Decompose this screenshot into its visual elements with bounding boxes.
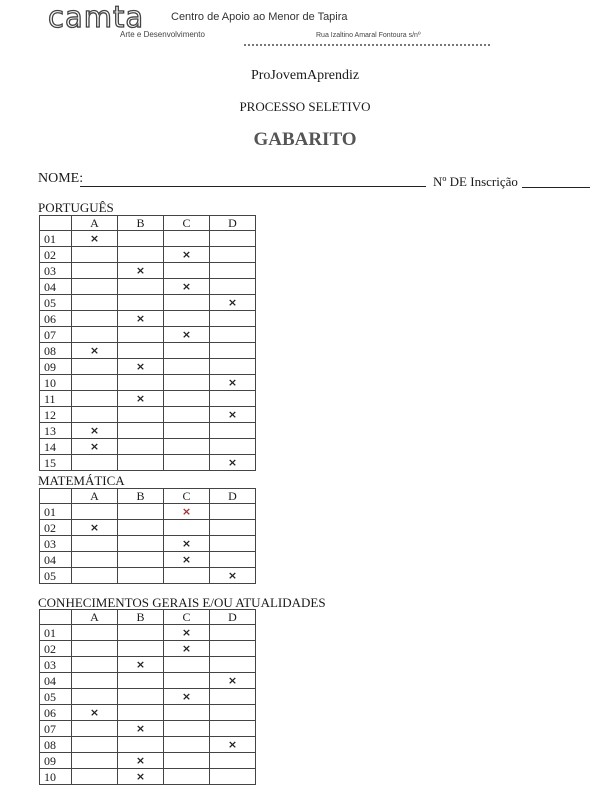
table-row [40, 311, 256, 327]
table-row [40, 625, 256, 641]
answer-cell-c [164, 552, 210, 568]
answer-cell-b [118, 439, 164, 455]
table-row [40, 769, 256, 785]
column-header-a: A [72, 489, 118, 504]
answer-cell-b [118, 231, 164, 247]
header-corner [40, 489, 72, 504]
answer-cell-a [72, 231, 118, 247]
question-number: 06 [40, 705, 72, 721]
answer-mark-icon: × [135, 312, 146, 325]
answer-cell-b [118, 769, 164, 785]
answer-cell-a [72, 769, 118, 785]
process-title: PROCESSO SELETIVO [239, 99, 371, 114]
answer-cell-a [72, 407, 118, 423]
column-header-c: C [164, 216, 210, 231]
answer-cell-a [72, 536, 118, 552]
table-row [40, 753, 256, 769]
question-number: 05 [40, 689, 72, 705]
answer-cell-d [210, 375, 256, 391]
table-row [40, 375, 256, 391]
answer-cell-a [72, 311, 118, 327]
answer-cell-c [164, 359, 210, 375]
answer-cell-c [164, 231, 210, 247]
column-header-d: D [210, 216, 256, 231]
table-row [40, 439, 256, 455]
answer-cell-b [118, 279, 164, 295]
org-subtitle: Arte e Desenvolvimento [120, 30, 205, 39]
table-row [40, 536, 256, 552]
table-row [40, 552, 256, 568]
answer-mark-icon: × [181, 690, 192, 703]
table-row [40, 391, 256, 407]
answer-table-portugues [39, 215, 256, 471]
answer-cell-a [72, 753, 118, 769]
answer-cell-a [72, 504, 118, 520]
answer-cell-d [210, 641, 256, 657]
page-title: GABARITO [253, 129, 357, 150]
question-number: 14 [40, 439, 72, 455]
question-number: 05 [40, 295, 72, 311]
question-number: 04 [40, 279, 72, 295]
answer-mark-icon: × [181, 280, 192, 293]
column-header-a: A [72, 216, 118, 231]
question-number: 01 [40, 504, 72, 520]
table-row [40, 423, 256, 439]
question-number: 09 [40, 753, 72, 769]
answer-cell-d [210, 552, 256, 568]
answer-cell-d [210, 263, 256, 279]
question-number: 15 [40, 455, 72, 471]
column-header-b: B [118, 216, 164, 231]
table-header-row [40, 489, 256, 504]
answer-cell-a [72, 455, 118, 471]
answer-mark-icon: × [181, 626, 192, 639]
section-title-matematica: MATEMÁTICA [38, 473, 125, 488]
answer-cell-b [118, 407, 164, 423]
answer-mark-icon: × [89, 706, 100, 719]
answer-cell-a [72, 721, 118, 737]
table-header-row [40, 216, 256, 231]
answer-cell-a [72, 673, 118, 689]
answer-cell-c [164, 568, 210, 584]
answer-cell-d [210, 327, 256, 343]
answer-cell-d [210, 536, 256, 552]
question-number: 09 [40, 359, 72, 375]
answer-cell-c [164, 263, 210, 279]
column-header-d: D [210, 489, 256, 504]
header-corner [40, 216, 72, 231]
table-header-row [40, 610, 256, 625]
answer-cell-a [72, 641, 118, 657]
answer-cell-d [210, 568, 256, 584]
answer-cell-d [210, 721, 256, 737]
answer-cell-c [164, 423, 210, 439]
answer-cell-c [164, 689, 210, 705]
answer-mark-icon: × [181, 248, 192, 261]
answer-cell-a [72, 327, 118, 343]
table-row [40, 231, 256, 247]
answer-cell-b [118, 641, 164, 657]
answer-cell-d [210, 705, 256, 721]
answer-cell-a [72, 295, 118, 311]
answer-cell-b [118, 737, 164, 753]
answer-mark-icon: × [227, 569, 238, 582]
org-address: Rua Izaltino Amaral Fontoura s/nº [316, 32, 421, 39]
answer-mark-icon: × [181, 537, 192, 550]
answer-cell-a [72, 625, 118, 641]
answer-cell-a [72, 657, 118, 673]
question-number: 05 [40, 568, 72, 584]
answer-cell-c [164, 439, 210, 455]
column-header-c: C [164, 610, 210, 625]
answer-cell-d [210, 423, 256, 439]
answer-mark-icon: × [227, 456, 238, 469]
question-number: 01 [40, 231, 72, 247]
answer-mark-icon: × [181, 642, 192, 655]
camta-logo: camta [48, 0, 145, 34]
table-row [40, 737, 256, 753]
answer-cell-d [210, 520, 256, 536]
question-number: 01 [40, 625, 72, 641]
answer-mark-icon: × [181, 505, 192, 518]
answer-cell-b [118, 311, 164, 327]
section-title-conhecimentos: CONHECIMENTOS GERAIS E/OU ATUALIDADES [38, 595, 326, 610]
answer-cell-c [164, 295, 210, 311]
table-row [40, 705, 256, 721]
answer-mark-icon: × [181, 553, 192, 566]
question-number: 04 [40, 552, 72, 568]
question-number: 11 [40, 391, 72, 407]
answer-cell-d [210, 504, 256, 520]
answer-mark-icon: × [89, 344, 100, 357]
answer-cell-c [164, 343, 210, 359]
question-number: 10 [40, 769, 72, 785]
answer-cell-b [118, 375, 164, 391]
question-number: 08 [40, 737, 72, 753]
answer-cell-b [118, 552, 164, 568]
name-label: NOME: [38, 171, 84, 186]
column-header-b: B [118, 489, 164, 504]
answer-cell-b [118, 520, 164, 536]
answer-cell-d [210, 625, 256, 641]
answer-cell-a [72, 552, 118, 568]
answer-cell-b [118, 343, 164, 359]
answer-cell-b [118, 689, 164, 705]
answer-cell-b [118, 263, 164, 279]
answer-cell-a [72, 279, 118, 295]
table-row [40, 279, 256, 295]
answer-cell-b [118, 423, 164, 439]
answer-cell-d [210, 247, 256, 263]
answer-cell-c [164, 673, 210, 689]
table-row [40, 247, 256, 263]
answer-cell-a [72, 263, 118, 279]
answer-cell-c [164, 753, 210, 769]
answer-cell-b [118, 657, 164, 673]
answer-cell-c [164, 737, 210, 753]
answer-cell-c [164, 391, 210, 407]
registration-field-line [522, 187, 590, 188]
answer-cell-d [210, 311, 256, 327]
answer-cell-d [210, 295, 256, 311]
answer-cell-a [72, 705, 118, 721]
answer-cell-d [210, 343, 256, 359]
answer-cell-d [210, 279, 256, 295]
answer-mark-icon: × [89, 232, 100, 245]
question-number: 02 [40, 520, 72, 536]
answer-cell-c [164, 536, 210, 552]
answer-cell-c [164, 407, 210, 423]
table-row [40, 721, 256, 737]
answer-cell-b [118, 359, 164, 375]
table-row [40, 407, 256, 423]
table-row [40, 641, 256, 657]
column-header-c: C [164, 489, 210, 504]
section-title-portugues: PORTUGUÊS [38, 200, 114, 215]
table-row [40, 673, 256, 689]
question-number: 07 [40, 721, 72, 737]
answer-cell-a [72, 375, 118, 391]
table-row [40, 455, 256, 471]
question-number: 12 [40, 407, 72, 423]
answer-cell-c [164, 311, 210, 327]
answer-mark-icon: × [227, 738, 238, 751]
question-number: 13 [40, 423, 72, 439]
question-number: 02 [40, 641, 72, 657]
answer-cell-a [72, 737, 118, 753]
answer-table-conhecimentos [39, 609, 256, 785]
answer-cell-a [72, 423, 118, 439]
answer-cell-a [72, 359, 118, 375]
answer-mark-icon: × [227, 408, 238, 421]
answer-cell-c [164, 455, 210, 471]
table-row [40, 657, 256, 673]
answer-mark-icon: × [181, 328, 192, 341]
header-corner [40, 610, 72, 625]
question-number: 08 [40, 343, 72, 359]
name-field-line [80, 186, 426, 187]
answer-cell-b [118, 705, 164, 721]
column-header-a: A [72, 610, 118, 625]
answer-mark-icon: × [227, 674, 238, 687]
question-number: 07 [40, 327, 72, 343]
answer-cell-a [72, 568, 118, 584]
answer-cell-a [72, 343, 118, 359]
question-number: 06 [40, 311, 72, 327]
answer-cell-d [210, 673, 256, 689]
answer-mark-icon: × [227, 296, 238, 309]
answer-cell-a [72, 520, 118, 536]
answer-cell-c [164, 520, 210, 536]
answer-cell-c [164, 279, 210, 295]
answer-cell-b [118, 625, 164, 641]
answer-cell-d [210, 407, 256, 423]
answer-cell-d [210, 769, 256, 785]
header-divider [244, 44, 490, 46]
table-row [40, 359, 256, 375]
column-header-d: D [210, 610, 256, 625]
answer-mark-icon: × [89, 424, 100, 437]
answer-table-matematica [39, 488, 256, 584]
answer-mark-icon: × [89, 521, 100, 534]
answer-cell-b [118, 391, 164, 407]
answer-cell-b [118, 673, 164, 689]
org-name: Centro de Apoio ao Menor de Tapira [171, 11, 348, 23]
question-number: 03 [40, 536, 72, 552]
answer-cell-b [118, 247, 164, 263]
answer-mark-icon: × [135, 722, 146, 735]
answer-cell-d [210, 439, 256, 455]
answer-mark-icon: × [227, 376, 238, 389]
answer-cell-b [118, 504, 164, 520]
answer-cell-d [210, 657, 256, 673]
answer-cell-c [164, 705, 210, 721]
answer-cell-c [164, 375, 210, 391]
answer-mark-icon: × [135, 658, 146, 671]
question-number: 03 [40, 657, 72, 673]
registration-label: Nº DE Inscrição [433, 174, 518, 189]
question-number: 02 [40, 247, 72, 263]
answer-cell-b [118, 455, 164, 471]
answer-cell-b [118, 536, 164, 552]
program-name: ProJovemAprendiz [250, 68, 360, 83]
answer-mark-icon: × [135, 770, 146, 783]
column-header-b: B [118, 610, 164, 625]
table-row [40, 327, 256, 343]
answer-cell-b [118, 295, 164, 311]
answer-cell-d [210, 753, 256, 769]
answer-mark-icon: × [89, 440, 100, 453]
answer-cell-b [118, 327, 164, 343]
table-row [40, 295, 256, 311]
answer-cell-b [118, 721, 164, 737]
answer-cell-c [164, 327, 210, 343]
answer-cell-b [118, 568, 164, 584]
table-row [40, 568, 256, 584]
answer-cell-c [164, 641, 210, 657]
answer-cell-c [164, 657, 210, 673]
answer-cell-c [164, 247, 210, 263]
answer-mark-icon: × [135, 360, 146, 373]
question-number: 10 [40, 375, 72, 391]
answer-cell-d [210, 391, 256, 407]
table-row [40, 520, 256, 536]
table-row [40, 263, 256, 279]
table-row [40, 689, 256, 705]
answer-mark-icon: × [135, 264, 146, 277]
answer-cell-c [164, 504, 210, 520]
answer-cell-a [72, 391, 118, 407]
table-row [40, 343, 256, 359]
letterhead [0, 0, 610, 50]
answer-cell-a [72, 689, 118, 705]
answer-cell-d [210, 231, 256, 247]
answer-cell-c [164, 721, 210, 737]
answer-cell-d [210, 359, 256, 375]
answer-cell-c [164, 769, 210, 785]
answer-cell-d [210, 455, 256, 471]
answer-cell-d [210, 689, 256, 705]
answer-mark-icon: × [135, 754, 146, 767]
question-number: 04 [40, 673, 72, 689]
answer-cell-a [72, 247, 118, 263]
answer-cell-b [118, 753, 164, 769]
answer-mark-icon: × [135, 392, 146, 405]
question-number: 03 [40, 263, 72, 279]
answer-cell-d [210, 737, 256, 753]
answer-cell-c [164, 625, 210, 641]
table-row [40, 504, 256, 520]
answer-cell-a [72, 439, 118, 455]
